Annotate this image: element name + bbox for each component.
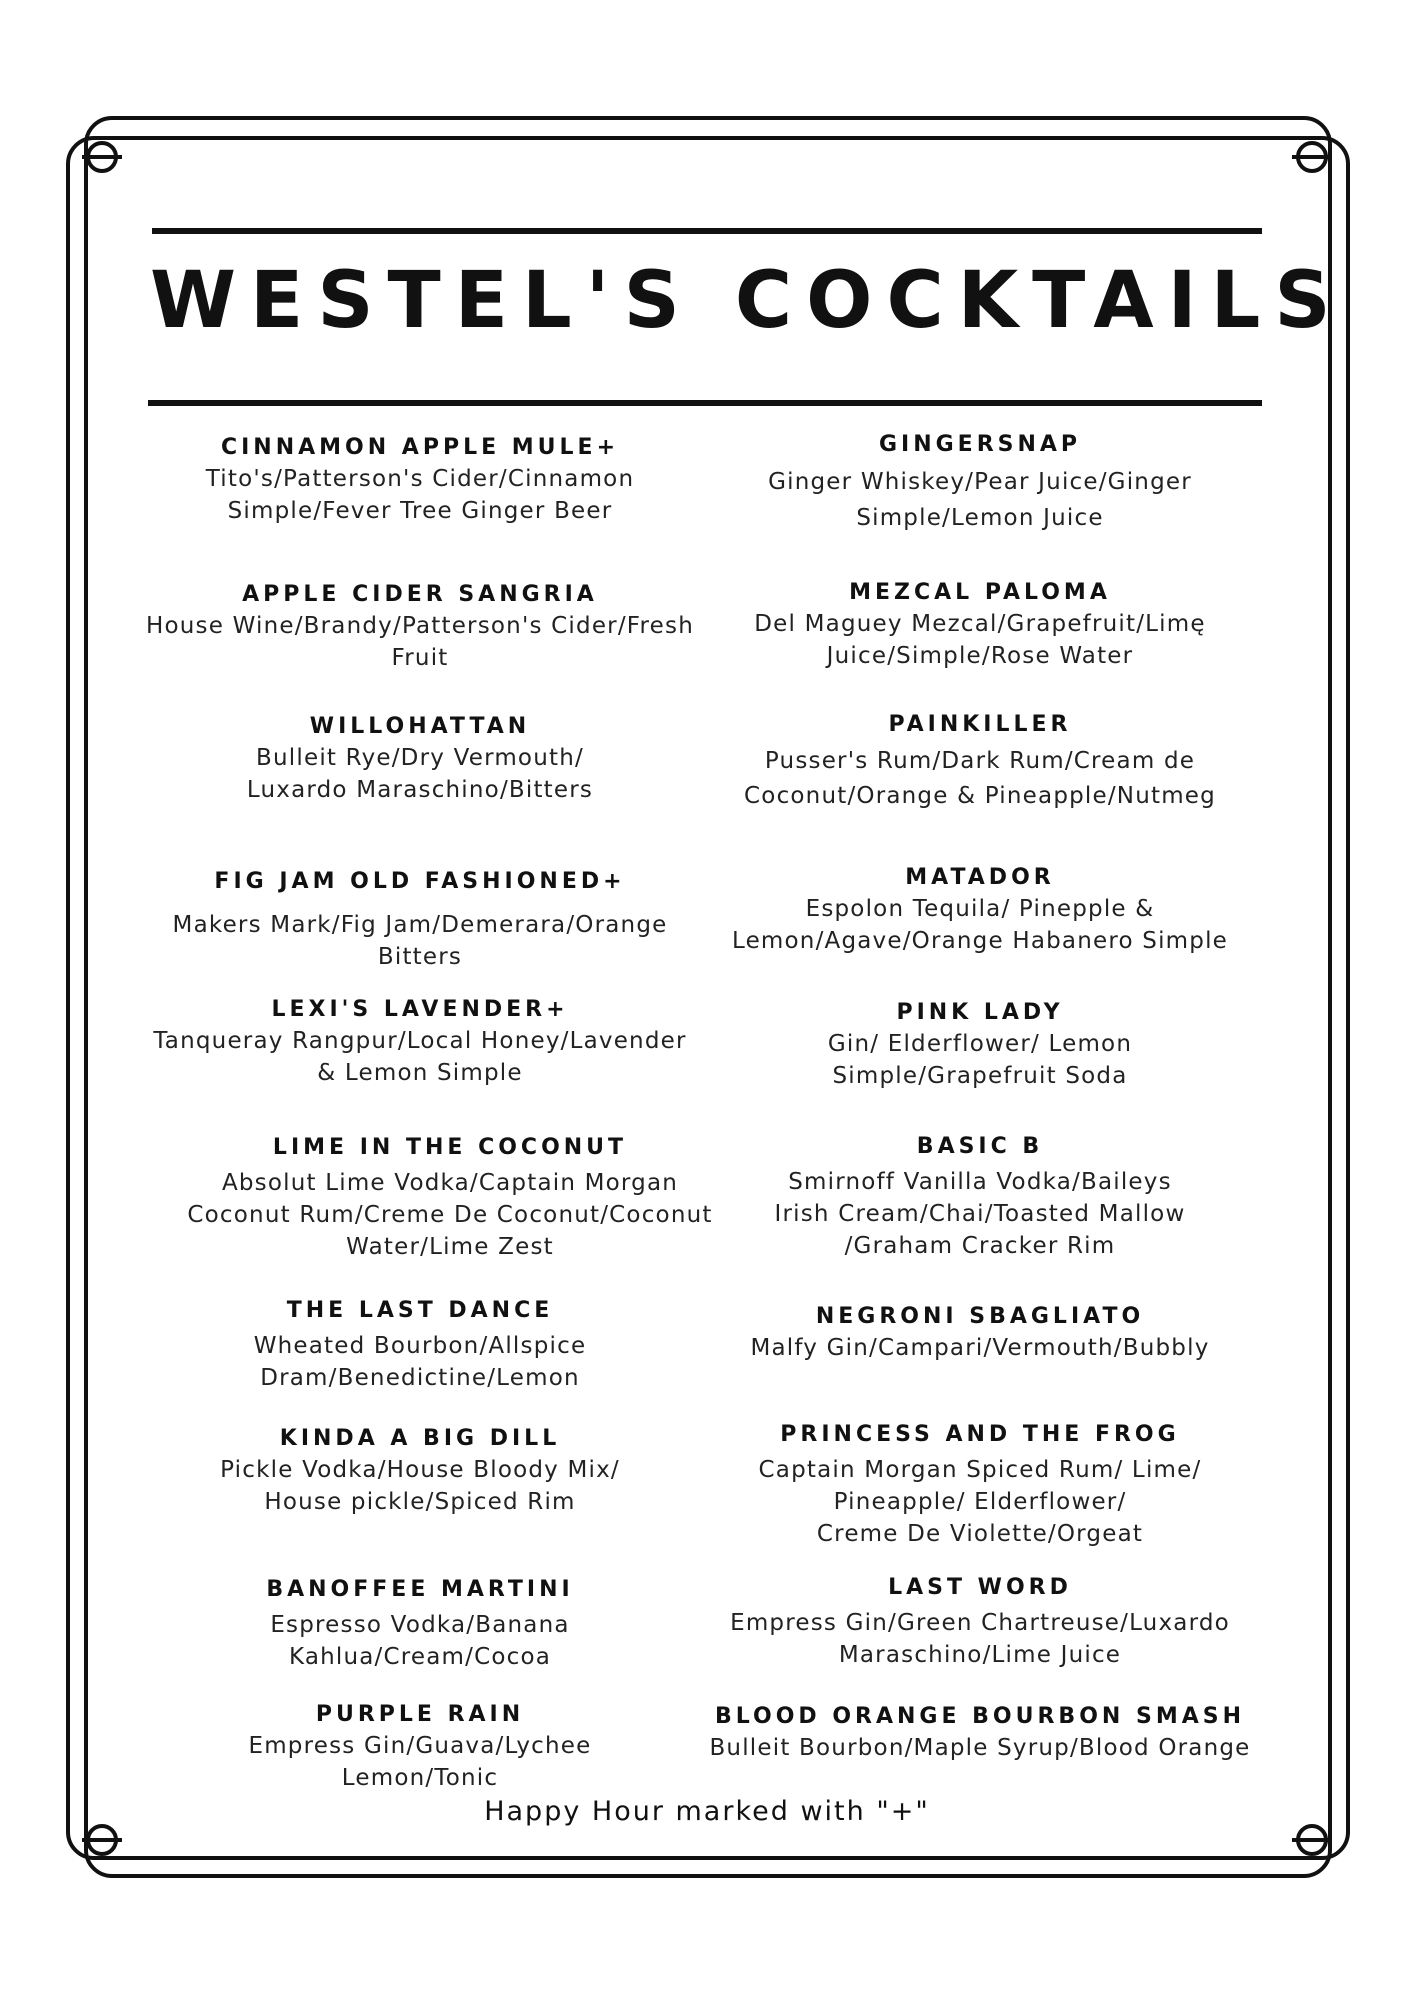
cocktail-item bbox=[140, 712, 700, 806]
cocktail-ingredients: Bulleit Bourbon/Maple Syrup/Blood Orange bbox=[709, 1735, 1251, 1761]
cocktail-item bbox=[720, 1573, 1240, 1671]
cocktail-name: LEXI'S LAVENDER+ bbox=[271, 997, 569, 1022]
cocktail-ingredients: Del Maguey Mezcal/Grapefruit/Limę Juice/Simple/Rose Water bbox=[754, 611, 1206, 669]
cocktail-ingredients: Wheated Bourbon/Allspice Dram/Benedictine/Lemon bbox=[253, 1333, 587, 1391]
cocktail-item bbox=[140, 1700, 700, 1794]
cocktail-name: APPLE CIDER SANGRIA bbox=[242, 582, 598, 607]
cocktail-name: WILLOHATTAN bbox=[309, 714, 531, 739]
cocktail-name: MEZCAL PALOMA bbox=[849, 580, 1111, 605]
cocktail-ingredients: Absolut Lime Vodka/Captain Morgan Coconut Rum/Creme De Coconut/Coconut Water/Lime Zest bbox=[187, 1170, 713, 1260]
cocktail-item bbox=[720, 578, 1240, 672]
cocktail-item bbox=[140, 1424, 700, 1518]
cocktail-ingredients: Espolon Tequila/ Pinepple & Lemon/Agave/Orange Habanero Simple bbox=[731, 896, 1229, 954]
cocktail-item bbox=[140, 995, 700, 1089]
cocktail-item bbox=[140, 867, 700, 973]
cocktail-item bbox=[720, 1132, 1240, 1262]
cocktail-name: CINNAMON APPLE MULE+ bbox=[220, 435, 620, 460]
corner-ornament-bottom-right bbox=[1292, 1826, 1332, 1854]
cocktail-name: PINK LADY bbox=[896, 1000, 1064, 1025]
cocktail-item bbox=[140, 433, 700, 527]
cocktail-name: BLOOD ORANGE BOURBON SMASH bbox=[715, 1704, 1245, 1729]
happy-hour-note: Happy Hour marked with "+" bbox=[484, 1796, 930, 1827]
cocktail-ingredients: Espresso Vodka/Banana Kahlua/Cream/Cocoa bbox=[270, 1612, 570, 1670]
cocktail-ingredients: Gin/ Elderflower/ Lemon Simple/Grapefruit Soda bbox=[827, 1031, 1133, 1089]
cocktail-item bbox=[720, 430, 1240, 536]
cocktail-ingredients: Ginger Whiskey/Pear Juice/Ginger Simple/Lemon Juice bbox=[768, 469, 1192, 531]
cocktail-ingredients: Empress Gin/Green Chartreuse/Luxardo Maraschino/Lime Juice bbox=[730, 1610, 1230, 1668]
cocktail-name: MATADOR bbox=[905, 865, 1055, 890]
cocktail-item bbox=[140, 1296, 700, 1394]
cocktail-ingredients: Captain Morgan Spiced Rum/ Lime/ Pineapple/ Elderflower/ Creme De Violette/Orgeat bbox=[758, 1457, 1202, 1547]
cocktail-name: BASIC B bbox=[916, 1134, 1044, 1159]
cocktail-name: FIG JAM OLD FASHIONED+ bbox=[214, 869, 626, 894]
cocktail-ingredients: Empress Gin/Guava/Lychee Lemon/Tonic bbox=[248, 1733, 592, 1791]
cocktail-name: KINDA A BIG DILL bbox=[279, 1426, 561, 1451]
cocktail-item bbox=[140, 1575, 700, 1673]
top-rule bbox=[152, 228, 1262, 234]
cocktail-item bbox=[720, 710, 1240, 814]
corner-ornament-top-right bbox=[1292, 143, 1332, 171]
cocktail-ingredients: Pusser's Rum/Dark Rum/Cream de Coconut/Orange & Pineapple/Nutmeg bbox=[744, 748, 1216, 809]
cocktail-item bbox=[720, 863, 1240, 957]
cocktail-ingredients: Malfy Gin/Campari/Vermouth/Bubbly bbox=[750, 1335, 1210, 1361]
cocktail-ingredients: Makers Mark/Fig Jam/Demerara/Orange Bitters bbox=[172, 912, 668, 970]
cocktail-ingredients: Tanqueray Rangpur/Local Honey/Lavender & Lemon Simple bbox=[153, 1028, 687, 1086]
cocktail-ingredients: Tito's/Patterson's Cider/Cinnamon Simple/Fever Tree Ginger Beer bbox=[205, 466, 635, 524]
cocktail-name: BANOFFEE MARTINI bbox=[266, 1577, 574, 1602]
cocktail-item bbox=[720, 998, 1240, 1092]
bottom-rule bbox=[148, 400, 1262, 406]
cocktail-item bbox=[720, 1302, 1240, 1364]
cocktail-ingredients: Bulleit Rye/Dry Vermouth/ Luxardo Maraschino/Bitters bbox=[246, 745, 594, 803]
cocktail-item bbox=[720, 1420, 1240, 1550]
cocktail-ingredients: House Wine/Brandy/Patterson's Cider/Fresh Fruit bbox=[145, 613, 694, 671]
cocktail-name: NEGRONI SBAGLIATO bbox=[815, 1304, 1145, 1329]
cocktail-name: PAINKILLER bbox=[888, 712, 1072, 737]
menu-title: WESTEL'S COCKTAILS bbox=[150, 256, 1345, 346]
cocktail-ingredients: Pickle Vodka/House Bloody Mix/ House pickle/Spiced Rim bbox=[220, 1457, 620, 1515]
cocktail-name: LAST WORD bbox=[888, 1575, 1072, 1600]
cocktail-name: GINGERSNAP bbox=[878, 432, 1082, 457]
cocktail-item bbox=[170, 1133, 730, 1263]
cocktail-item bbox=[140, 580, 700, 674]
cocktail-name: PRINCESS AND THE FROG bbox=[780, 1422, 1180, 1447]
cocktail-item bbox=[700, 1702, 1260, 1764]
cocktail-ingredients: Smirnoff Vanilla Vodka/Baileys Irish Cream/Chai/Toasted Mallow /Graham Cracker Rim bbox=[774, 1169, 1186, 1259]
cocktail-name: LIME IN THE COCONUT bbox=[272, 1135, 628, 1160]
cocktail-name: THE LAST DANCE bbox=[286, 1298, 554, 1323]
cocktail-name: PURPLE RAIN bbox=[315, 1702, 525, 1727]
